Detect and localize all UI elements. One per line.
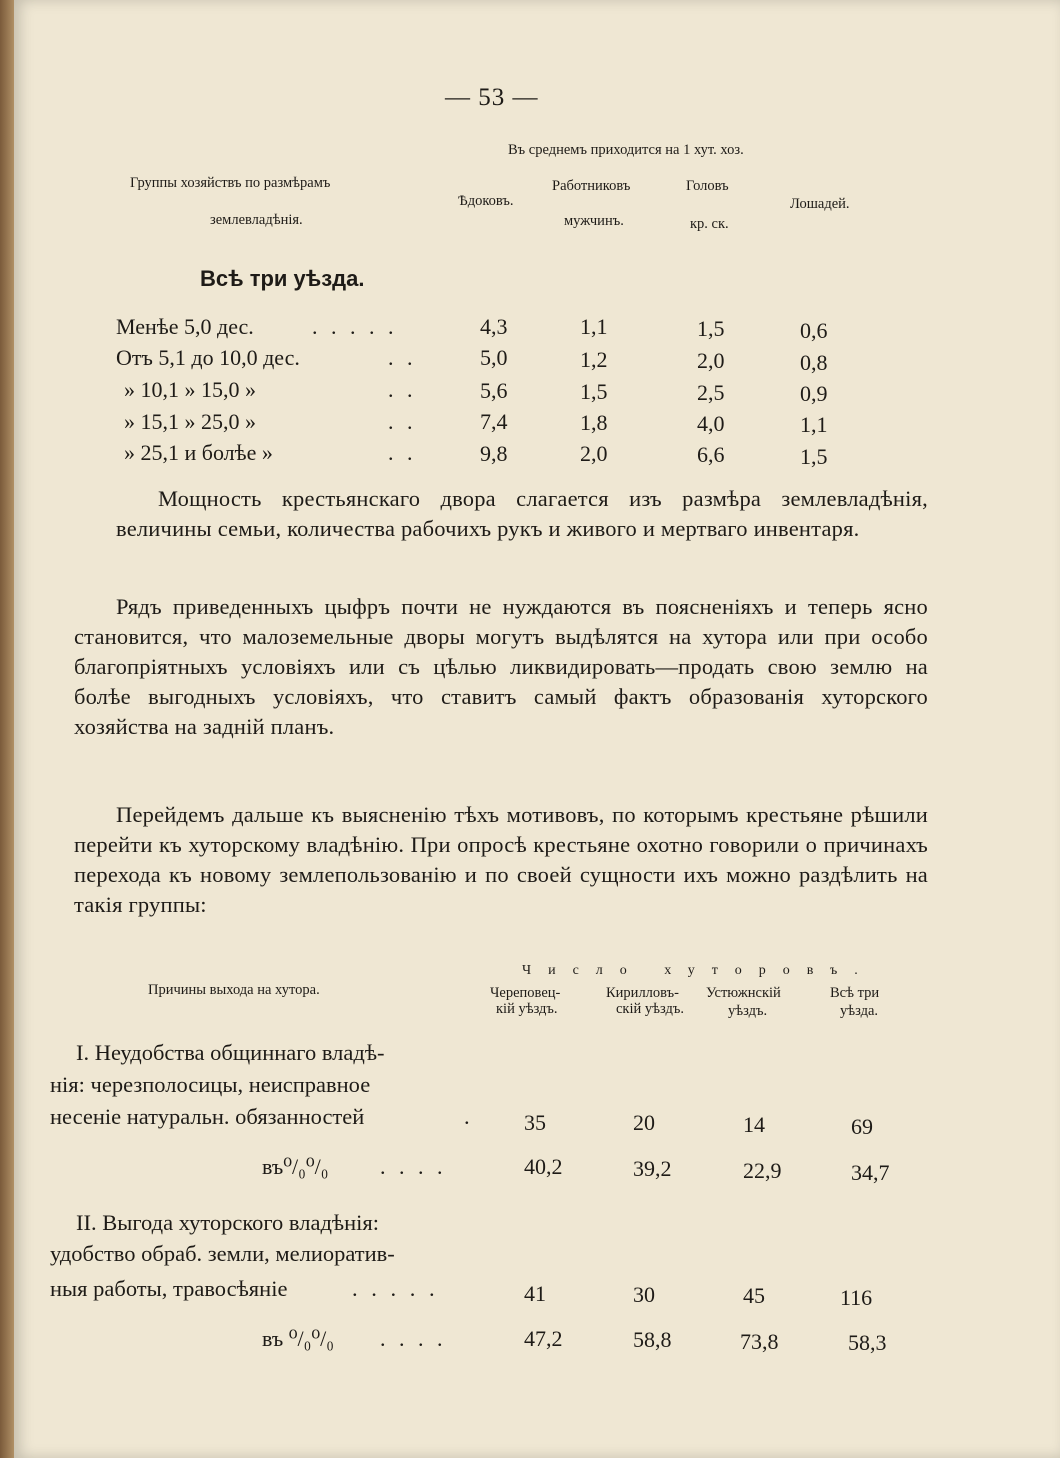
table1-cell-cattle: 4,0 bbox=[697, 411, 725, 436]
table1-col-cattle-line1: Головъ bbox=[686, 178, 729, 194]
table1-cell-cattle: 1,5 bbox=[697, 316, 725, 341]
table1-group-header-line1: Группы хозяйствъ по размѣрамъ bbox=[130, 175, 331, 191]
table1-cell-eaters: 4,3 bbox=[480, 314, 508, 339]
table1-cell-eaters: 7,4 bbox=[480, 409, 508, 434]
page-number: — 53 — bbox=[445, 84, 539, 111]
table1-row-label: » 15,1 » 25,0 » bbox=[124, 409, 256, 434]
table1-row-leader: . . . . . bbox=[312, 314, 398, 339]
table2-cell-count: 30 bbox=[633, 1282, 655, 1307]
body-paragraph: Рядъ приведенныхъ цыфръ почти не нуждаются въ поясненіяхъ и теперь ясно становится, что малоземельные дворы могутъ выдѣлятся на хутора или при особо благопріятныхъ условіяхъ или съ цѣлью ликвидировать—продать свою землю на болѣе выгодныхъ условіяхъ, что ставитъ самый фактъ образованія хуторского хозяйства на задній планъ. bbox=[74, 594, 928, 739]
table1-cell-cattle: 2,0 bbox=[697, 348, 725, 373]
table2-col2-line2: скій уѣздъ. bbox=[616, 1001, 684, 1017]
table1-row-leader: . . bbox=[388, 345, 417, 370]
table2-cell-pct: 58,8 bbox=[633, 1327, 672, 1352]
table1-row-label: Менѣе 5,0 дес. bbox=[116, 314, 254, 339]
table2-cell-count: 35 bbox=[524, 1110, 546, 1135]
table2-cell-pct: 58,3 bbox=[848, 1330, 887, 1355]
table1-col-cattle-line2: кр. ск. bbox=[690, 216, 729, 232]
table2-cause-line: I. Неудобства общиннаго владѣ- bbox=[76, 1040, 385, 1065]
table2-cause-line: ныя работы, травосѣяніе bbox=[50, 1276, 288, 1301]
table2-col1-line2: кій уѣздъ. bbox=[496, 1001, 558, 1017]
table1-cell-workers: 2,0 bbox=[580, 441, 608, 466]
table2-pct-leader: . . . . bbox=[380, 1154, 447, 1179]
table2-cell-count: 14 bbox=[743, 1112, 765, 1137]
table1-cell-eaters: 9,8 bbox=[480, 441, 508, 466]
table1-col-eaters: Ѣдоковъ. bbox=[458, 193, 514, 209]
table1-cell-workers: 1,8 bbox=[580, 410, 608, 435]
table2-col3-line2: уѣздъ. bbox=[728, 1003, 768, 1019]
table2-cell-pct: 47,2 bbox=[524, 1326, 563, 1351]
table1-cell-horses: 1,5 bbox=[800, 444, 828, 469]
table2-cause-line: удобство обраб. земли, мелиоратив- bbox=[50, 1241, 395, 1266]
table2-cell-count: 69 bbox=[851, 1114, 873, 1139]
table1-cell-horses: 1,1 bbox=[800, 412, 828, 437]
table1-row-leader: . . bbox=[388, 377, 417, 402]
table1-super-header: Въ среднемъ приходится на 1 хут. хоз. bbox=[508, 142, 744, 158]
table2-cell-count: 20 bbox=[633, 1110, 655, 1135]
table1-row-leader: . . bbox=[388, 409, 417, 434]
table2-cell-pct: 39,2 bbox=[633, 1156, 672, 1181]
table1-cell-workers: 1,1 bbox=[580, 314, 608, 339]
table2-cause-line: нія: черезполосицы, неисправное bbox=[50, 1072, 371, 1097]
table2-col2-line1: Кирилловъ- bbox=[606, 985, 679, 1001]
table1-cell-eaters: 5,6 bbox=[480, 378, 508, 403]
table2-pct-label: въ⁰/₀⁰/₀ bbox=[262, 1154, 329, 1179]
table1-col-workers-line2: мужчинъ. bbox=[564, 213, 624, 229]
table1-cell-workers: 1,5 bbox=[580, 379, 608, 404]
table2-cell-count: 45 bbox=[743, 1283, 765, 1308]
table2-super-header: Число хуторовъ. bbox=[522, 963, 875, 978]
table2-col3-line1: Устюжнскій bbox=[706, 985, 781, 1001]
table2-pct-leader: . . . . bbox=[380, 1326, 447, 1351]
table2-cell-pct: 40,2 bbox=[524, 1154, 563, 1179]
table1-cell-eaters: 5,0 bbox=[480, 345, 508, 370]
table1-cell-horses: 0,8 bbox=[800, 350, 828, 375]
table2-cell-count: 41 bbox=[524, 1281, 546, 1306]
book-spine bbox=[0, 0, 14, 1458]
table2-causes-header: Причины выхода на хутора. bbox=[148, 982, 320, 998]
table2-col4-line1: Всѣ три bbox=[830, 985, 880, 1001]
table1-cell-horses: 0,9 bbox=[800, 381, 828, 406]
table2-cause-leader: . . . . . bbox=[352, 1276, 439, 1301]
table1-cell-cattle: 6,6 bbox=[697, 442, 725, 467]
table1-group-header-line2: землевладѣнія. bbox=[210, 212, 303, 228]
table2-cell-pct: 73,8 bbox=[740, 1329, 779, 1354]
table2-cell-count: 116 bbox=[840, 1285, 873, 1310]
table2-col1-line1: Череповец- bbox=[490, 985, 561, 1001]
table1-row-label: » 25,1 и болѣе » bbox=[124, 440, 273, 465]
table1-section-title: Всѣ три уѣзда. bbox=[200, 266, 365, 291]
body-paragraph: Перейдемъ дальше къ выясненію тѣхъ мотивовъ, по которымъ крестьяне рѣшили перейти къ хуторскому владѣнію. При опросѣ крестьяне охотно говорили о причинахъ перехода къ новому землепользованію и по своей сущности ихъ можно раздѣлить на такія группы: bbox=[74, 802, 928, 917]
table2-cause-line: II. Выгода хуторского владѣнія: bbox=[76, 1210, 380, 1235]
table1-row-label: Отъ 5,1 до 10,0 дес. bbox=[116, 345, 300, 370]
table2-col4-line2: уѣзда. bbox=[840, 1003, 879, 1019]
table2-cause-leader: . bbox=[464, 1104, 470, 1129]
table1-cell-workers: 1,2 bbox=[580, 347, 608, 372]
table1-cell-horses: 0,6 bbox=[800, 318, 828, 343]
table2-cell-pct: 22,9 bbox=[743, 1158, 782, 1183]
table1-row-label: » 10,1 » 15,0 » bbox=[124, 377, 256, 402]
table2-cell-pct: 34,7 bbox=[851, 1160, 890, 1185]
table2-cause-line: несеніе натуральн. обязанностей bbox=[50, 1104, 365, 1129]
body-paragraph: Мощность крестьянскаго двора слагается изъ размѣра землевладѣнія, величины семьи, количества рабочихъ рукъ и живого и мертваго инвентаря. bbox=[116, 486, 928, 541]
table1-row-leader: . . bbox=[388, 440, 417, 465]
table1-col-horses: Лошадей. bbox=[790, 196, 850, 212]
table1-col-workers-line1: Работниковъ bbox=[552, 178, 631, 194]
table2-pct-label: въ ⁰/₀⁰/₀ bbox=[262, 1326, 334, 1351]
table1-cell-cattle: 2,5 bbox=[697, 380, 725, 405]
